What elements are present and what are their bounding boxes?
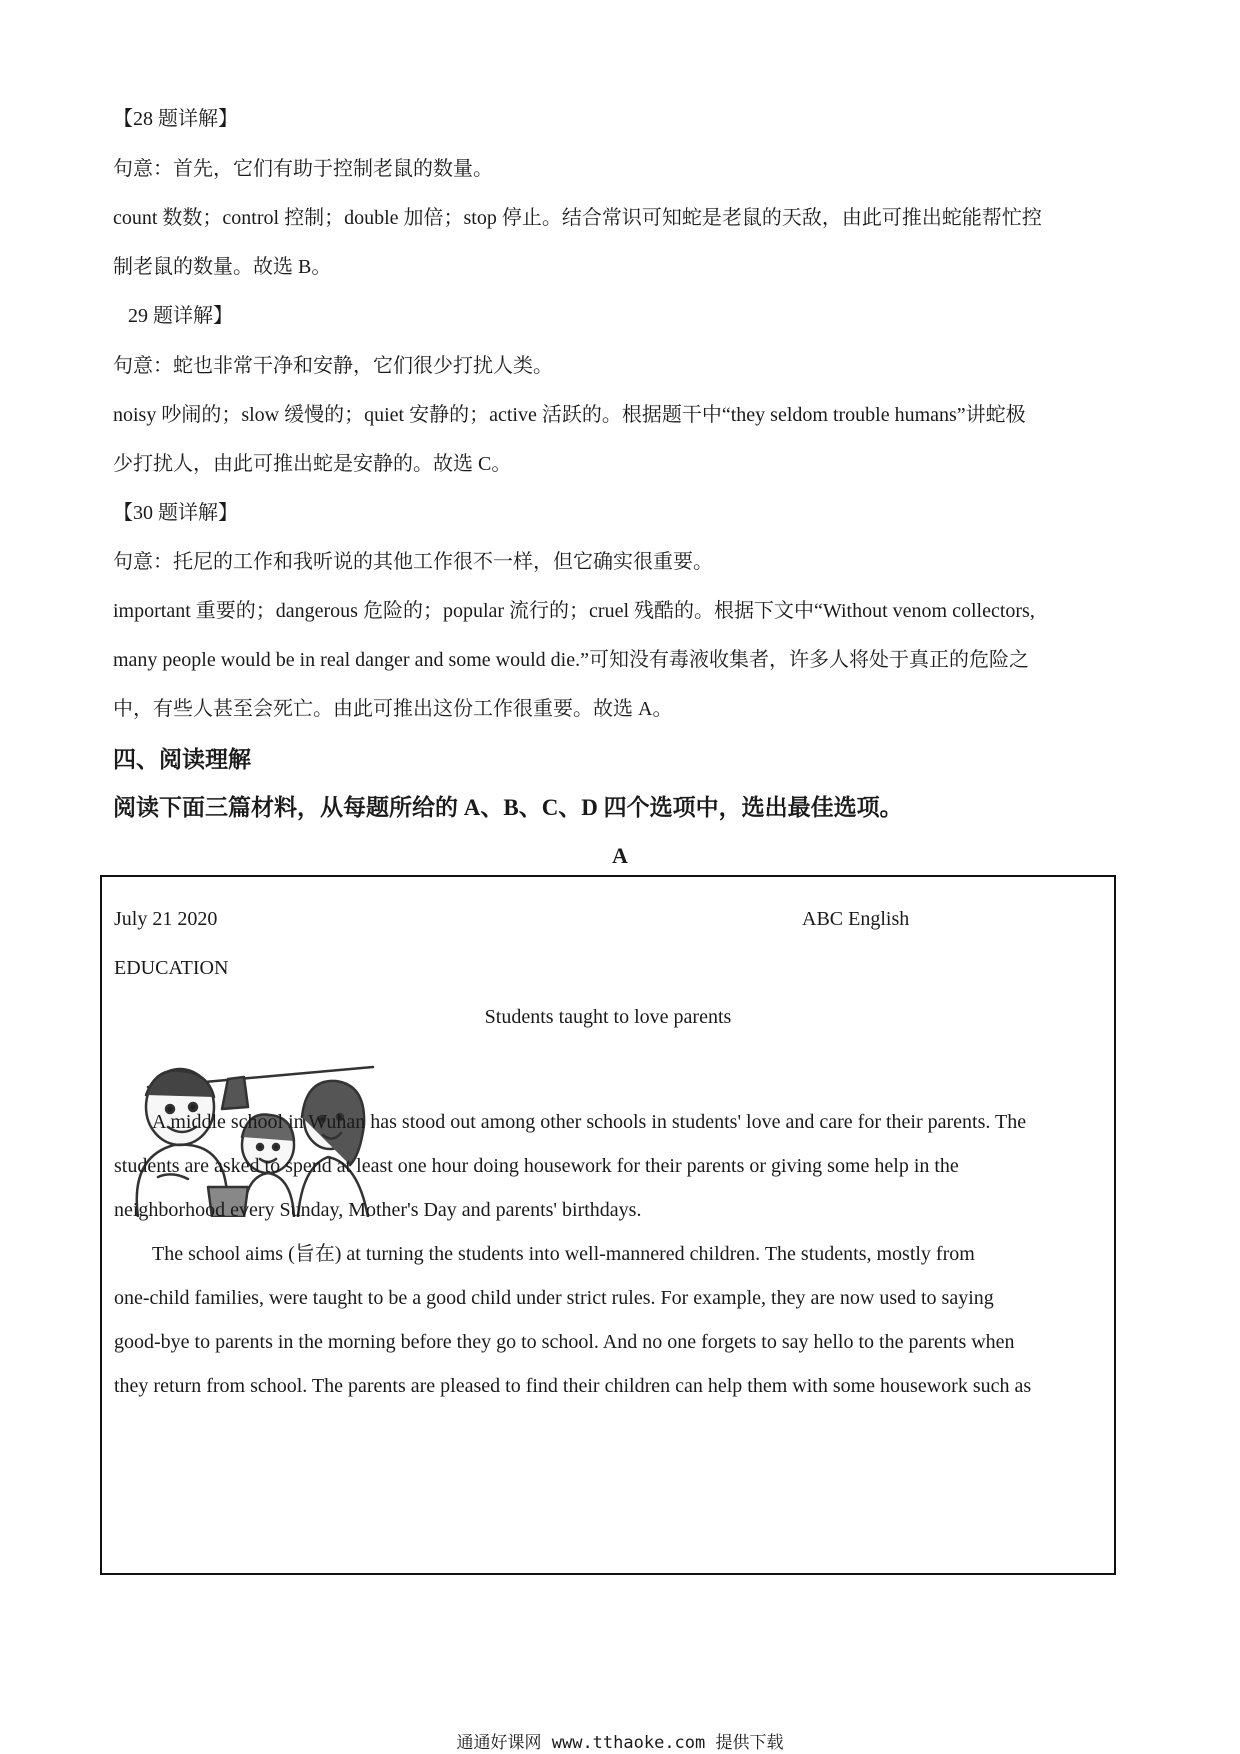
p1-line-3: neighborhood every Sunday, Mother's Day and parents' birthdays.: [114, 1199, 642, 1221]
q30-explain-line-2: many people would be in real danger and some would die.”可知没有毒液收集者，许多人将处于真正的危险之: [113, 649, 1029, 671]
q29-heading: 29 题详解】: [128, 305, 233, 327]
p2-line-4: they return from school. The parents are pleased to find their children can help them with some housework such as: [114, 1375, 1032, 1397]
p2-line-2: one-child families, were taught to be a good child under strict rules. For example, they are now used to saying: [114, 1287, 994, 1309]
q30-meaning: 句意：托尼的工作和我听说的其他工作很不一样，但它确实很重要。: [113, 551, 713, 573]
article-headline: Students taught to love parents: [484, 1006, 732, 1028]
article-source: ABC English: [802, 908, 910, 930]
q28-explain-line-2: 制老鼠的数量。故选 B。: [113, 256, 332, 278]
article-box: [100, 875, 1116, 1575]
q30-heading: 【30 题详解】: [113, 502, 238, 524]
q29-explain-line-1: noisy 吵闹的；slow 缓慢的；quiet 安静的；active 活跃的。根据题干中“they seldom trouble humans”讲蛇极: [113, 404, 1026, 426]
p1-line-1: A middle school in Wuhan has stood out among other schools in students' love and care for their parents. The: [152, 1111, 1027, 1133]
q29-meaning: 句意：蛇也非常干净和安静，它们很少打扰人类。: [113, 355, 553, 377]
article-category: EDUCATION: [114, 957, 229, 979]
q28-heading: 【28 题详解】: [113, 108, 238, 130]
article-date: July 21 2020: [114, 908, 218, 930]
passage-label: A: [612, 843, 628, 868]
q28-explain-line-1: count 数数；control 控制；double 加倍；stop 停止。结合常识可知蛇是老鼠的天敌，由此可推出蛇能帮忙控: [113, 207, 1042, 229]
p1-line-2: students are asked to spend at least one hour doing housework for their parents or giving some help in the: [114, 1155, 959, 1177]
q28-meaning: 句意：首先，它们有助于控制老鼠的数量。: [113, 158, 493, 180]
q30-explain-line-1: important 重要的；dangerous 危险的；popular 流行的；cruel 残酷的。根据下文中“Without venom collectors,: [113, 600, 1035, 622]
footer-watermark: 通通好课网 www.tthaoke.com 提供下载: [456, 1733, 784, 1753]
q29-explain-line-2: 少打扰人，由此可推出蛇是安静的。故选 C。: [113, 453, 512, 475]
p2-line-1: The school aims (旨在) at turning the students into well-mannered children. The students, mostly from: [152, 1243, 975, 1265]
p2-line-3: good-bye to parents in the morning before they go to school. And no one forgets to say hello to the parents when: [114, 1331, 1015, 1353]
section-title: 四、阅读理解: [113, 747, 251, 772]
q30-explain-line-3: 中，有些人甚至会死亡。由此可推出这份工作很重要。故选 A。: [113, 698, 673, 720]
section-instruction: 阅读下面三篇材料，从每题所给的 A、B、C、D 四个选项中，选出最佳选项。: [113, 795, 903, 820]
